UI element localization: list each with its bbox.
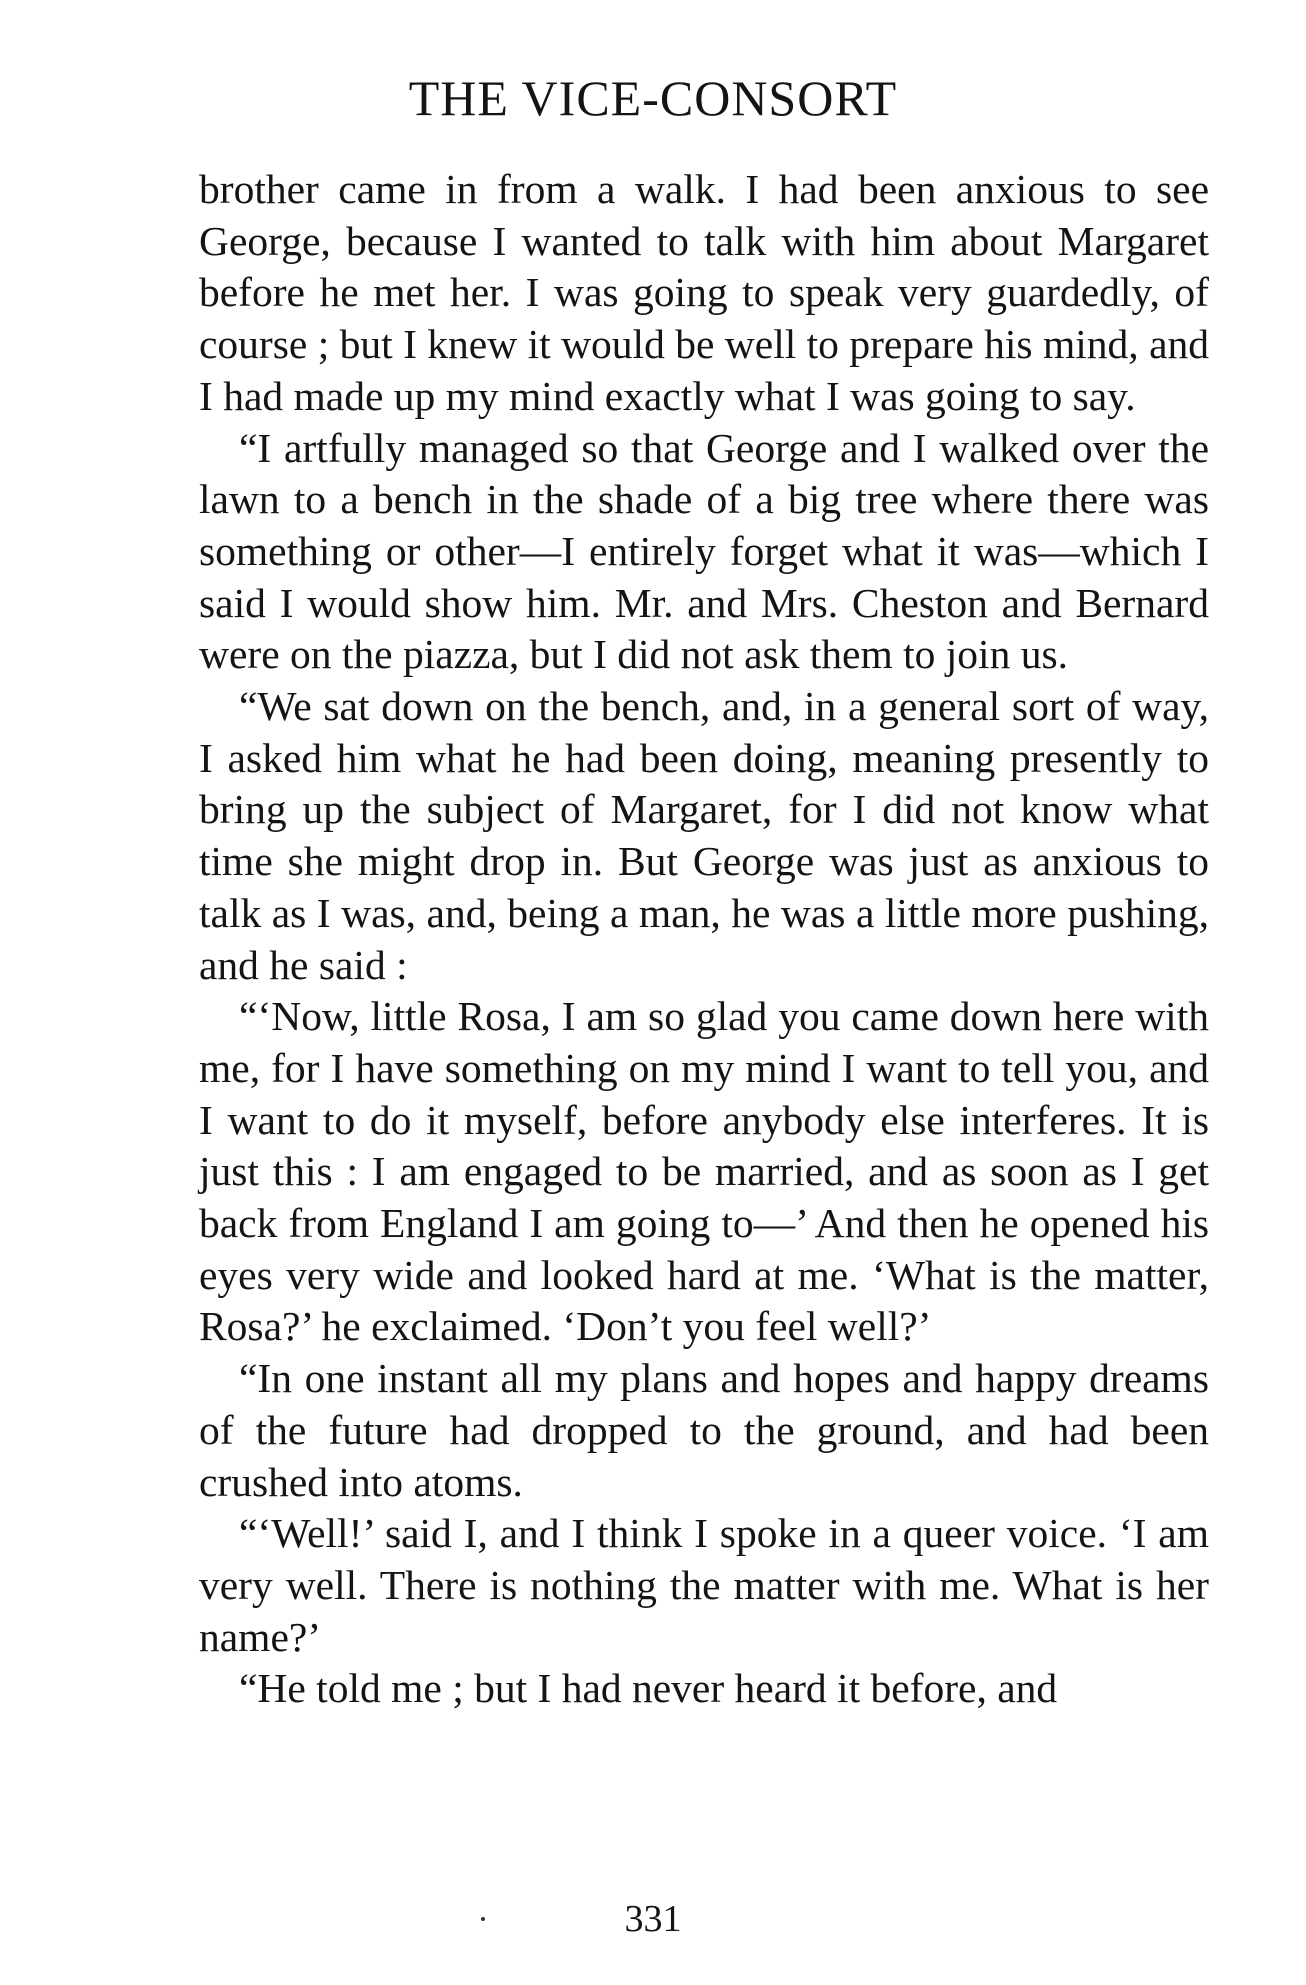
- body-text: [199, 164, 1209, 1715]
- page-number: 331: [624, 1898, 682, 1940]
- paragraph: brother came in from a walk. I had been anxious to see George, because I wanted to talk with him about Margaret before he met her. I was going to speak very guardedly, of course ; but I knew it would be well to prepare his mind, and I had made up my mind exactly what I was going to say.: [199, 166, 1209, 419]
- paragraph: “He told me ; but I had never heard it before, and: [239, 1665, 1058, 1712]
- paragraph: “‘Now, little Rosa, I am so glad you came down here with me, for I have something on my mind I want to tell you, and I want to do it myself, before anybody else interferes. It is just this : I am engaged to be married, and as soon as I get back from England I am going to—’ And then he opened his eyes very wide and looked hard at me. ‘What is the matter, Rosa?’ he exclaimed. ‘Don’t you feel well?’: [199, 993, 1209, 1350]
- paragraph: “‘Well!’ said I, and I think I spoke in a queer voice. ‘I am very well. There is nothing the matter with me. What is her name?’: [199, 1510, 1209, 1660]
- paragraph: “In one instant all my plans and hopes and happy dreams of the future had dropped to the ground, and had been crushed into atoms.: [199, 1355, 1209, 1505]
- running-head: THE VICE-CONSORT: [408, 70, 898, 126]
- paragraph: “We sat down on the bench, and, in a general sort of way, I asked him what he had been doing, meaning presently to bring up the subject of Margaret, for I did not know what time she might drop in. But George was just as anxious to talk as I was, and, being a man, he was a little more pushing, and he said :: [199, 683, 1209, 988]
- paragraph: “I artfully managed so that George and I walked over the lawn to a bench in the shade of a big tree where there was something or other—I entirely forget what it was—which I said I would show him. Mr. and Mrs. Cheston and Bernard were on the piazza, but I did not ask them to join us.: [199, 424, 1209, 678]
